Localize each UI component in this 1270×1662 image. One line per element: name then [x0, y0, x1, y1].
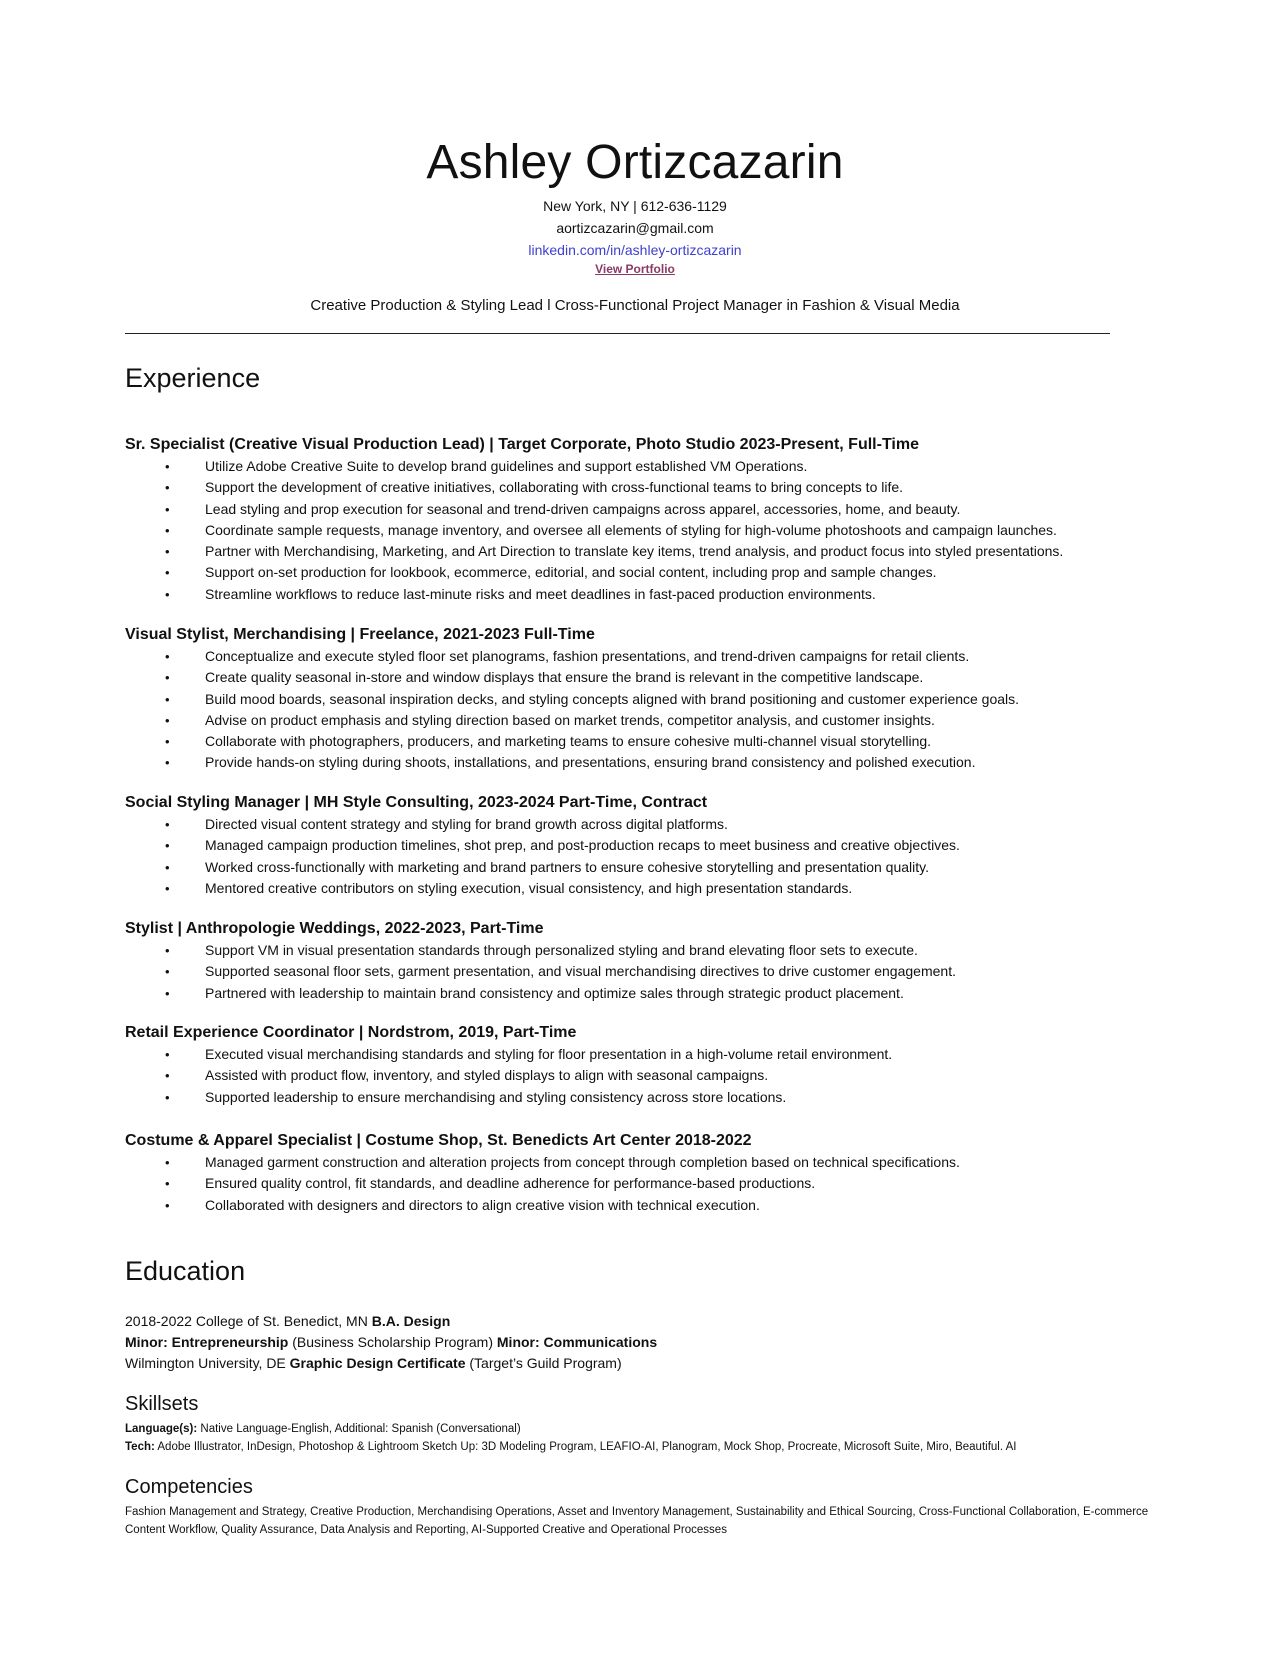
job-entry — [125, 1130, 1175, 1216]
job-bullets — [125, 456, 1175, 605]
job-bullets — [125, 1152, 1175, 1216]
email-address[interactable]: aortizcazarin@gmail.com — [556, 220, 714, 236]
bullet-item: • Managed campaign production timelines, shot prep, and post-production recaps to meet business and creative objectives. — [125, 835, 1175, 856]
bullet-item: • Mentored creative contributors on styling execution, visual consistency, and high presentation standards. — [125, 878, 1175, 899]
bullet-item: • Worked cross-functionally with marketing and brand partners to ensure cohesive storytelling and presentation quality. — [125, 857, 1175, 878]
tech-line — [125, 1438, 1175, 1456]
bullet-item: • Support the development of creative initiatives, collaborating with cross-functional teams to bring concepts to life. — [125, 477, 1175, 498]
bullet-item: • Provide hands-on styling during shoots, installations, and presentations, ensuring brand consistency and polished execution. — [125, 752, 1175, 773]
header-divider — [125, 333, 1110, 334]
skillsets-details — [125, 1420, 1175, 1456]
bullet-item: • Build mood boards, seasonal inspiration decks, and styling concepts aligned with brand positioning and customer experience goals. — [125, 689, 1175, 710]
language-label: Language(s): — [125, 1423, 198, 1435]
job-bullets — [125, 940, 1175, 1004]
bullet-item: • Ensured quality control, fit standards, and deadline adherence for performance-based productions. — [125, 1173, 1175, 1194]
bullet-item: • Create quality seasonal in-store and window displays that ensure the brand is relevant in the competitive landscape. — [125, 667, 1175, 688]
certificate-note: (Target’s Guild Program) — [465, 1355, 622, 1371]
candidate-name: Ashley Ortizcazarin — [426, 136, 844, 189]
bullet-item: • Utilize Adobe Creative Suite to develop brand guidelines and support established VM Operations. — [125, 456, 1175, 477]
job-bullets — [125, 1044, 1175, 1108]
bullet-item: • Coordinate sample requests, manage inventory, and oversee all elements of styling for high-volume photoshoots and campaign launches. — [125, 520, 1175, 541]
job-bullets — [125, 646, 1175, 774]
bullet-item: • Supported leadership to ensure merchandising and styling consistency across store locations. — [125, 1087, 1175, 1108]
job-title: Costume & Apparel Specialist | Costume Shop, St. Benedicts Art Center 2018-2022 — [125, 1132, 752, 1149]
experience-heading: Experience — [125, 363, 261, 393]
bullet-item: • Collaborated with designers and directors to align creative vision with technical execution. — [125, 1195, 1175, 1216]
job-bullets — [125, 814, 1175, 899]
location-phone: New York, NY | 612-636-1129 — [543, 198, 727, 214]
bullet-item: • Partnered with leadership to maintain brand consistency and optimize sales through strategic product placement. — [125, 983, 1175, 1004]
job-entry — [125, 624, 1175, 774]
job-entry — [125, 792, 1175, 899]
job-entry — [125, 918, 1175, 1004]
bullet-item: • Supported seasonal floor sets, garment presentation, and visual merchandising directives to drive customer engagement. — [125, 961, 1175, 982]
tech-value: Adobe Illustrator, InDesign, Photoshop & Lightroom Sketch Up: 3D Modeling Program, LEAFIO-AI, Planogram, Mock Shop, Procreate, Microsoft Suite, Miro, Beautiful. AI — [154, 1441, 1017, 1453]
education-line-minors — [125, 1332, 1175, 1353]
linkedin-link[interactable]: linkedin.com/in/ashley-ortizcazarin — [528, 242, 742, 258]
tech-label: Tech: — [125, 1441, 155, 1453]
minor-entrepreneurship: Minor: Entrepreneurship — [125, 1334, 289, 1350]
job-title: Retail Experience Coordinator | Nordstrom, 2019, Part-Time — [125, 1024, 577, 1041]
education-line-college — [125, 1311, 1175, 1332]
education-line-certificate — [125, 1353, 1175, 1374]
education-heading: Education — [125, 1256, 246, 1286]
certificate: Graphic Design Certificate — [289, 1355, 466, 1371]
skillsets-heading: Skillsets — [125, 1393, 199, 1415]
bullet-item: • Streamline workflows to reduce last-minute risks and meet deadlines in fast-paced production environments. — [125, 584, 1175, 605]
language-line — [125, 1420, 1175, 1438]
professional-tagline: Creative Production & Styling Lead l Cross-Functional Project Manager in Fashion & Visual Media — [310, 297, 960, 314]
bullet-item: • Assisted with product flow, inventory, and styled displays to align with seasonal campaigns. — [125, 1065, 1175, 1086]
bullet-item: • Partner with Merchandising, Marketing, and Art Direction to translate key items, trend analysis, and product focus into styled presentations. — [125, 541, 1175, 562]
bullet-item: • Executed visual merchandising standards and styling for floor presentation in a high-volume retail environment. — [125, 1044, 1175, 1065]
education-details — [125, 1311, 1175, 1374]
competencies-text: Fashion Management and Strategy, Creative Production, Merchandising Operations, Asset and Inventory Management, Sustainability and Ethical Sourcing, Cross-Functional Collaboration, E-commerce Content Workflow, Quality Assurance, Data Analysis and Reporting, AI-Supported Creative and Operational Processes — [125, 1506, 1149, 1536]
university-info: Wilmington University, DE — [125, 1355, 290, 1371]
language-value: Native Language-English, Additional: Spanish (Conversational) — [197, 1423, 521, 1435]
college-info: 2018-2022 College of St. Benedict, MN — [125, 1313, 372, 1329]
competencies-heading: Competencies — [125, 1476, 253, 1498]
job-entry — [125, 434, 1175, 605]
bullet-item: • Support on-set production for lookbook, ecommerce, editorial, and social content, including prop and sample changes. — [125, 562, 1175, 583]
bullet-item: • Collaborate with photographers, producers, and marketing teams to ensure cohesive multi-channel visual storytelling. — [125, 731, 1175, 752]
job-title: Stylist | Anthropologie Weddings, 2022-2023, Part-Time — [125, 920, 544, 937]
minor-communications: Minor: Communications — [496, 1334, 658, 1350]
bullet-item: • Support VM in visual presentation standards through personalized styling and brand elevating floor sets to execute. — [125, 940, 1175, 961]
bullet-item: • Advise on product emphasis and styling direction based on market trends, competitor analysis, and customer insights. — [125, 710, 1175, 731]
bullet-item: • Managed garment construction and alteration projects from concept through completion based on technical specifications. — [125, 1152, 1175, 1173]
job-title: Social Styling Manager | MH Style Consulting, 2023-2024 Part-Time, Contract — [125, 794, 708, 811]
bullet-item: • Directed visual content strategy and styling for brand growth across digital platforms. — [125, 814, 1175, 835]
job-entry — [125, 1022, 1175, 1108]
portfolio-link[interactable]: View Portfolio — [595, 262, 675, 276]
bullet-item: • Lead styling and prop execution for seasonal and trend-driven campaigns across apparel, accessories, home, and beauty. — [125, 499, 1175, 520]
job-title: Visual Stylist, Merchandising | Freelance, 2021-2023 Full-Time — [125, 626, 595, 643]
job-title: Sr. Specialist (Creative Visual Production Lead) | Target Corporate, Photo Studio 2023-Present, Full-Time — [125, 436, 919, 453]
bullet-item: • Conceptualize and execute styled floor set planograms, fashion presentations, and trend-driven campaigns for retail clients. — [125, 646, 1175, 667]
degree: B.A. Design — [371, 1313, 451, 1329]
minor-note: (Business Scholarship Program) — [288, 1334, 497, 1350]
